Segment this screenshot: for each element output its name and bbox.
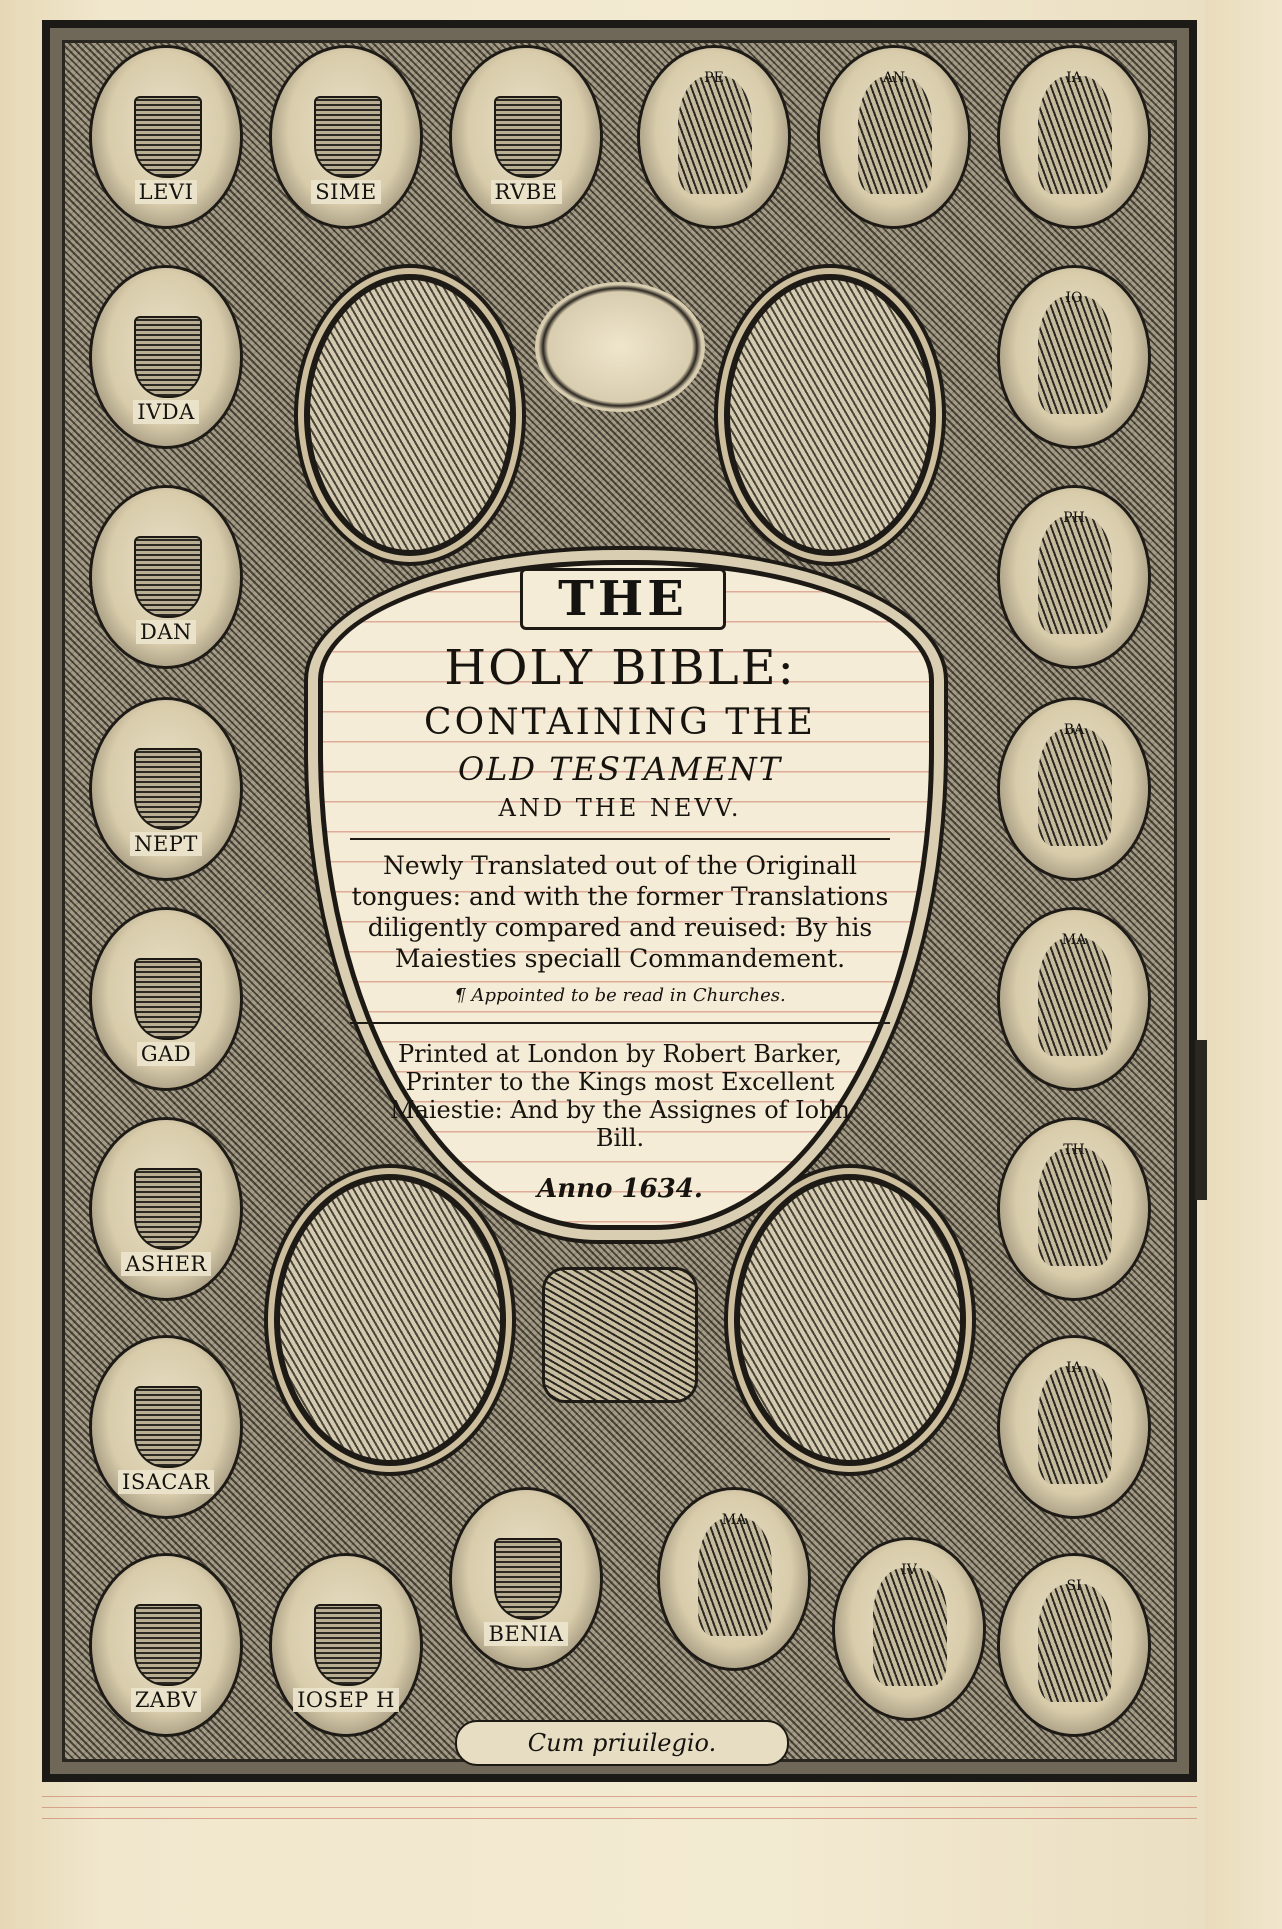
medallion-ia-2: [1000, 1338, 1148, 1516]
medallion-label: DAN: [136, 620, 196, 644]
medallion-label: GAD: [137, 1042, 195, 1066]
medallion-asher: [92, 1120, 240, 1298]
date-line: Anno 1634.: [537, 1174, 703, 1204]
medallion-label: NEPT: [130, 832, 202, 856]
medallion-label: PE: [704, 70, 724, 86]
apostle-figure-icon: [858, 76, 932, 194]
crest-icon: [314, 96, 382, 178]
page-tab: [1195, 1040, 1207, 1200]
medallion-label: MA: [721, 1512, 747, 1528]
apostle-figure-icon: [1038, 728, 1112, 846]
medallion-an: [820, 48, 968, 226]
medallion-pe: [640, 48, 788, 226]
medallion-label: ASHER: [121, 1252, 211, 1276]
medallion-label: BENIA: [484, 1622, 567, 1646]
medallion-th: [1000, 1120, 1148, 1298]
medallion-benia: [452, 1490, 600, 1668]
evangelist-oval-bottom-right: [740, 1180, 960, 1460]
medallion-label: IV: [901, 1562, 917, 1578]
medallion-si: [1000, 1556, 1148, 1734]
medallion-label: SI: [1066, 1578, 1082, 1594]
divider: [350, 1022, 890, 1024]
lamb-icon: [545, 1270, 695, 1400]
crest-icon: [134, 958, 202, 1040]
translation-statement: Newly Translated out of the Originall tongues: and with the former Translations diligently compared and reuised: By his Maiesties speciall Commandement.: [351, 851, 889, 973]
medallion-label: PH: [1063, 510, 1085, 526]
imprint: Printed at London by Robert Barker, Printer to the Kings most Excellent Maiestie: And by the Assignes of Iohn Bill.: [390, 1040, 850, 1152]
medallion-label: IA: [1066, 70, 1082, 86]
divider: [350, 838, 890, 840]
medallion-ma-2: [660, 1490, 808, 1668]
crest-icon: [134, 748, 202, 830]
medallion-zabv: [92, 1556, 240, 1734]
crest-icon: [314, 1604, 382, 1686]
medallion-label: BA: [1063, 722, 1085, 738]
evangelist-oval-bottom-left: [280, 1180, 500, 1460]
crest-icon: [134, 96, 202, 178]
title-holy-bible: HOLY BIBLE:: [444, 640, 796, 696]
page-edge: [1205, 0, 1282, 1929]
medallion-dan: [92, 488, 240, 666]
dove-icon: [535, 282, 705, 412]
apostle-figure-icon: [873, 1568, 947, 1686]
crest-icon: [494, 96, 562, 178]
medallion-label: MA: [1061, 932, 1087, 948]
medallion-ph: [1000, 488, 1148, 666]
appointed-note: ¶ Appointed to be read in Churches.: [454, 985, 786, 1006]
title-old-testament: OLD TESTAMENT: [457, 750, 783, 788]
medallion-gad: [92, 910, 240, 1088]
crest-icon: [134, 1386, 202, 1468]
medallion-ia: [1000, 48, 1148, 226]
title-containing: CONTAINING THE: [424, 702, 816, 743]
medallion-levi: [92, 48, 240, 226]
medallion-label: ISACAR: [118, 1470, 214, 1494]
medallion-io: [1000, 268, 1148, 446]
medallion-isacar: [92, 1338, 240, 1516]
crest-icon: [134, 1168, 202, 1250]
privilege-scroll: Cum priuilegio.: [455, 1720, 789, 1766]
title-and-new: AND THE NEVV.: [498, 794, 742, 822]
apostle-figure-icon: [1038, 1148, 1112, 1266]
medallion-label: IOSEP H: [293, 1688, 399, 1712]
medallion-iv: [835, 1540, 983, 1718]
medallion-nept: [92, 700, 240, 878]
ruled-margin: [42, 1790, 1197, 1828]
crest-icon: [134, 1604, 202, 1686]
medallion-label: SIME: [311, 180, 381, 204]
medallion-label: AN: [882, 70, 906, 86]
medallion-rvbe: [452, 48, 600, 226]
medallion-label: RVBE: [491, 180, 562, 204]
medallion-label: ZABV: [131, 1688, 201, 1712]
crest-icon: [134, 536, 202, 618]
apostle-figure-icon: [1038, 516, 1112, 634]
medallion-ba: [1000, 700, 1148, 878]
medallion-sime: [272, 48, 420, 226]
crest-icon: [134, 316, 202, 398]
crest-icon: [494, 1538, 562, 1620]
apostle-figure-icon: [698, 1518, 772, 1636]
medallion-label: IO: [1065, 290, 1083, 306]
apostle-figure-icon: [1038, 76, 1112, 194]
medallion-label: LEVI: [135, 180, 198, 204]
medallion-label: IA: [1066, 1360, 1082, 1376]
apostle-figure-icon: [1038, 296, 1112, 414]
medallion-label: TH: [1063, 1142, 1085, 1158]
apostle-figure-icon: [678, 76, 752, 194]
apostle-figure-icon: [1038, 1366, 1112, 1484]
medallion-ivda: [92, 268, 240, 446]
evangelist-oval-top-right: [730, 280, 930, 550]
apostle-figure-icon: [1038, 1584, 1112, 1702]
apostle-figure-icon: [1038, 938, 1112, 1056]
medallion-ma: [1000, 910, 1148, 1088]
medallion-label: IVDA: [133, 400, 198, 424]
evangelist-oval-top-left: [310, 280, 510, 550]
medallion-iosep: [272, 1556, 420, 1734]
title-the: THE: [520, 568, 726, 630]
